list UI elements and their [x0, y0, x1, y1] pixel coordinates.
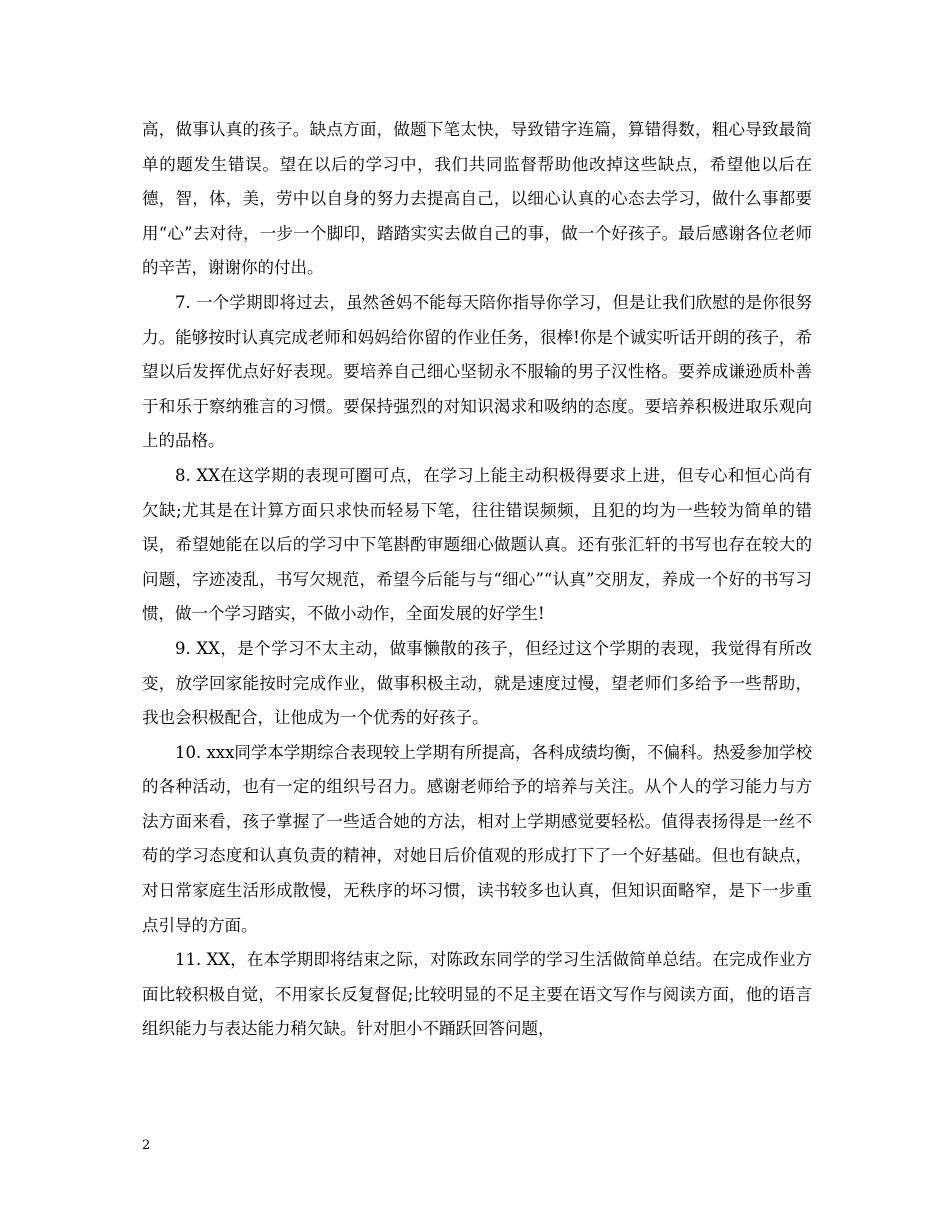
paragraph-item-8: [142, 459, 812, 632]
paragraph-item-11: [142, 943, 812, 1047]
paragraph-item-7: [142, 286, 812, 459]
document-body: [142, 113, 812, 1047]
paragraph-item-9: [142, 632, 812, 736]
paragraph-text: 高，做事认真的孩子。缺点方面，做题下笔太快，导致错字连篇，算错得数，粗心导致最简单的题发生错误。望在以后的学习中，我们共同监督帮助他改掉这些缺点，希望他以后在德，智，体，美，劳中以自身的努力去提高自己，以细心认真的心态去学习，做什么事都要用“心”去对待，一步一个脚印，踏踏实实去做自己的事，做一个好孩子。最后感谢各位老师的辛苦，谢谢你的付出。: [142, 120, 812, 278]
page-number: 2: [142, 1138, 151, 1153]
paragraph-item-10: [142, 736, 812, 944]
paragraph-text: 9. XX，是个学习不太主动，做事懒散的孩子，但经过这个学期的表现，我觉得有所改变，放学回家能按时完成作业，做事积极主动，就是速度过慢，望老师们多给予一些帮助，我也会积极配合，让他成为一个优秀的好孩子。: [142, 638, 812, 728]
paragraph-continued: [142, 113, 812, 286]
paragraph-text: 7. 一个学期即将过去，虽然爸妈不能每天陪你指导你学习，但是让我们欣慰的是你很努力。能够按时认真完成老师和妈妈给你留的作业任务，很棒!你是个诚实听话开朗的孩子，希望以后发挥优点好好表现。要培养自己细心坚韧永不服输的男子汉性格。要养成谦逊质朴善于和乐于察纳雅言的习惯。要保持强烈的对知识渴求和吸纳的态度。要培养积极进取乐观向上的品格。: [142, 292, 812, 451]
paragraph-text: 8. XX在这学期的表现可圈可点，在学习上能主动积极得要求上进，但专心和恒心尚有欠缺;尤其是在计算方面只求快而轻易下笔，往往错误频频，且犯的均为一些较为简单的错误，希望她能在以后的学习中下笔斟酌审题细心做题认真。还有张汇轩的书写也存在较大的问题，字迹凌乱，书写欠规范，希望今后能与与“细心”“认真”交朋友，养成一个好的书写习惯，做一个学习踏实，不做小动作，全面发展的好学生!: [142, 465, 812, 624]
paragraph-text: 10. xxx同学本学期综合表现较上学期有所提高，各科成绩均衡，不偏科。热爱参加学校的各种活动，也有一定的组织号召力。感谢老师给予的培养与关注。从个人的学习能力与方法方面来看，孩子掌握了一些适合她的方法，相对上学期感觉要轻松。值得表扬得是一丝不苟的学习态度和认真负责的精神，对她日后价值观的形成打下了一个好基础。但也有缺点，对日常家庭生活形成散慢，无秩序的坏习惯，读书较多也认真，但知识面略窄，是下一步重点引导的方面。: [142, 742, 812, 935]
paragraph-text: 11. XX，在本学期即将结束之际，对陈政东同学的学习生活做简单总结。在完成作业方面比较积极自觉，不用家长反复督促;比较明显的不足主要在语文写作与阅读方面，他的语言组织能力与表达能力稍欠缺。针对胆小不踊跃回答问题，: [142, 950, 812, 1039]
